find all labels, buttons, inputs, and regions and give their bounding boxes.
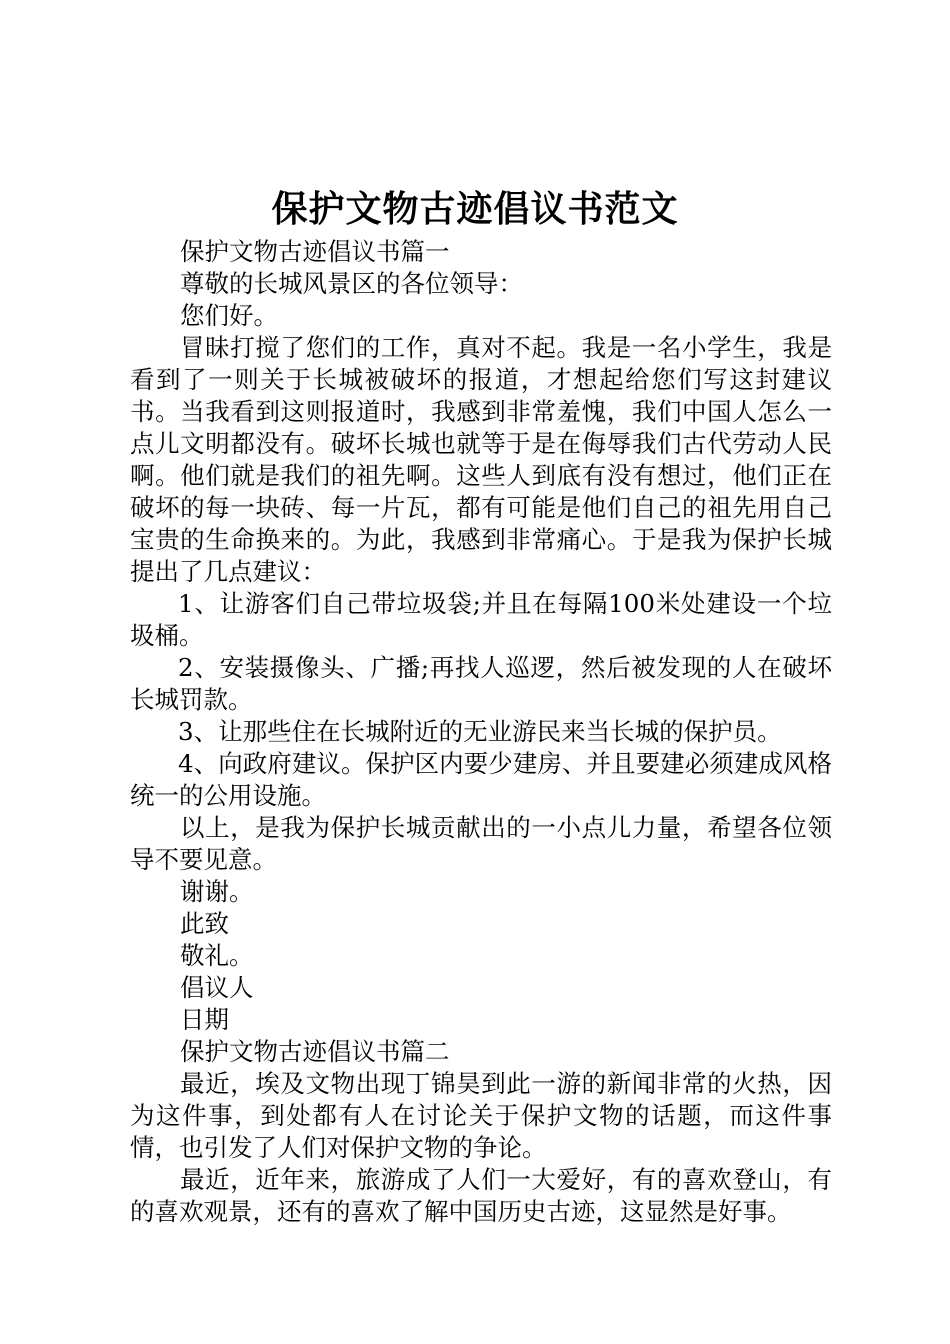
body-paragraph: 最近，近年来，旅游成了人们一大爱好，有的喜欢登山，有的喜欢观景，还有的喜欢了解中国历史古迹，这显然是好事。 bbox=[130, 1165, 832, 1226]
greeting: 您们好。 bbox=[180, 301, 278, 330]
signature-proposer: 倡议人 bbox=[180, 973, 254, 1002]
closing-cizhi: 此致 bbox=[180, 909, 229, 938]
section-heading-2: 保护文物古迹倡议书篇二 bbox=[180, 1037, 450, 1066]
body-paragraph: 最近，埃及文物出现丁锦昊到此一游的新闻非常的火热，因为这件事，到处都有人在讨论关于保护文物的话题，而这件事情，也引发了人们对保护文物的争论。 bbox=[130, 1069, 832, 1162]
suggestion-item-1: 1、让游客们自己带垃圾袋;并且在每隔100米处建设一个垃圾桶。 bbox=[130, 589, 832, 650]
suggestion-item-2: 2、安装摄像头、广播;再找人巡逻，然后被发现的人在破坏长城罚款。 bbox=[130, 653, 832, 714]
document-title: 保护文物古迹倡议书范文 bbox=[271, 188, 679, 230]
section-heading-1: 保护文物古迹倡议书篇一 bbox=[180, 237, 450, 266]
salutation: 尊敬的长城风景区的各位领导： bbox=[180, 269, 523, 298]
suggestion-item-4: 4、向政府建议。保护区内要少建房、并且要建必须建成风格统一的公用设施。 bbox=[130, 749, 832, 810]
closing-thanks: 谢谢。 bbox=[180, 877, 254, 906]
suggestion-item-3: 3、让那些住在长城附近的无业游民来当长城的保护员。 bbox=[178, 717, 782, 746]
body-paragraph: 冒昧打搅了您们的工作，真对不起。我是一名小学生，我是看到了一则关于长城被破坏的报道，才想起给您们写这封建议书。当我看到这则报道时，我感到非常羞愧，我们中国人怎么一点儿文明都没有。破坏长城也就等于是在侮辱我们古代劳动人民啊。他们就是我们的祖先啊。这些人到底有没有想过，他们正在破坏的每一块砖、每一片瓦，都有可能是他们自己的祖先用自己宝贵的生命换来的。为此，我感到非常痛心。于是我为保护长城提出了几点建议： bbox=[130, 333, 832, 586]
document-body bbox=[130, 236, 832, 1228]
closing-jingli: 敬礼。 bbox=[180, 941, 254, 970]
body-paragraph: 以上，是我为保护长城贡献出的一小点儿力量，希望各位领导不要见意。 bbox=[130, 813, 832, 874]
signature-date: 日期 bbox=[180, 1005, 229, 1034]
